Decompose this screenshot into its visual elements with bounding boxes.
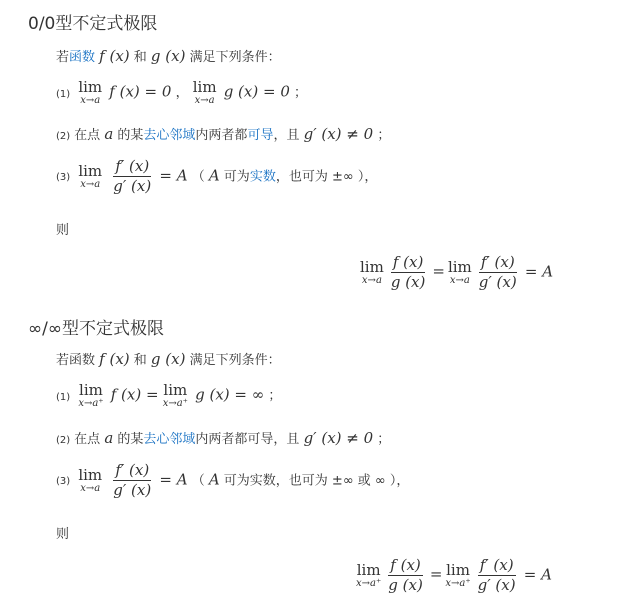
s1-condition-1	[56, 80, 307, 106]
s2-c1-number: (1)	[56, 391, 71, 403]
s2-c1-end: ；	[268, 388, 282, 404]
s2-intro-suffix: 满足下列条件：	[185, 353, 281, 368]
lim-word: lim	[446, 560, 470, 579]
s1-c2-point-a: a	[104, 125, 114, 143]
frac-numerator: f′ (x)	[478, 557, 516, 576]
s1-c2-expr: g′ (x) ≠ 0	[303, 125, 374, 143]
frac-numerator: f (x)	[391, 254, 425, 273]
s2-c1-lim-g	[163, 383, 188, 409]
s1-c3-number: (3)	[56, 172, 71, 184]
lim-sub: x→a	[194, 95, 215, 106]
lim-word: lim	[79, 381, 103, 399]
lim-sub: x→a⁺	[78, 398, 104, 409]
link-differentiable[interactable]: 可导	[247, 128, 274, 143]
link-real-number[interactable]: 实数	[249, 169, 276, 185]
s1-c1-f-expr: f (x) = 0	[109, 82, 172, 101]
s1-intro-suffix: 满足下列条件：	[185, 50, 281, 65]
s1-c1-number: (1)	[56, 88, 71, 100]
lim-word: lim	[163, 381, 188, 399]
frac-denominator: g′ (x)	[113, 177, 152, 196]
lim-sub: x→a	[80, 482, 101, 494]
s1-r-eq: =	[432, 262, 445, 281]
s1-condition-3	[56, 158, 377, 196]
s2-r-frac2	[476, 557, 518, 595]
frac-numerator: f′ (x)	[479, 254, 517, 273]
s2-r-end: = A	[523, 565, 552, 584]
s1-c1-lim-g	[193, 80, 217, 106]
s2-c2-point-a: a	[104, 429, 114, 447]
s1-c2-t4: ，且	[273, 128, 304, 143]
s2-c2-t3: 内两者都可导，且	[195, 432, 304, 447]
s2-condition-1	[56, 383, 281, 409]
s1-c3-t3: ，也可为 ±∞ ），	[275, 169, 378, 185]
link-punctured-neighborhood-2[interactable]: 去心邻域	[143, 432, 196, 447]
s1-c2-end: ；	[377, 128, 391, 143]
s2-intro-g: g (x)	[150, 350, 186, 368]
s2-c3-t1: （	[191, 473, 209, 489]
frac-denominator: g′ (x)	[113, 481, 152, 500]
lim-sub: x→a⁺	[445, 577, 471, 589]
lim-word: lim	[356, 560, 381, 579]
s2-c2-t2: 的某	[113, 432, 144, 447]
s1-intro	[56, 46, 281, 65]
s2-c3-lim	[78, 465, 103, 494]
lim-sub: x→a	[449, 274, 470, 286]
s1-intro-f: f (x)	[99, 47, 130, 65]
s2-c2-expr: g′ (x) ≠ 0	[303, 429, 374, 447]
s2-r-eq: =	[429, 565, 443, 584]
s1-r-frac2	[477, 254, 519, 292]
s2-c3-A: A	[208, 470, 220, 489]
s1-r-end: = A	[524, 262, 554, 281]
s1-c3-eq: = A	[159, 166, 188, 185]
s1-r-lim2	[447, 257, 472, 286]
s2-intro-and: 和	[129, 353, 151, 368]
s2-r-lim1	[356, 560, 382, 589]
s2-c3-fraction	[111, 462, 153, 500]
s2-condition-3	[56, 462, 409, 500]
s2-c3-number: (3)	[56, 476, 71, 488]
lim-sub: x→a⁺	[162, 398, 188, 409]
s2-then: 则	[56, 527, 70, 542]
s2-c1-g-expr: g (x) = ∞	[195, 385, 265, 404]
s1-intro-prefix: 若	[56, 50, 70, 65]
lim-sub: x→a	[80, 95, 101, 106]
s1-c2-t2: 的某	[113, 128, 144, 143]
s2-r-lim2	[445, 560, 471, 589]
link-punctured-neighborhood[interactable]: 去心邻域	[143, 128, 196, 143]
section-title-inf-over-inf: ∞/∞型不定式极限	[28, 319, 165, 339]
frac-denominator: g (x)	[388, 576, 423, 595]
s2-intro-f: f (x)	[99, 350, 130, 368]
s1-c3-t1: （	[191, 169, 209, 185]
s2-c2-number: (2)	[56, 435, 71, 446]
s1-intro-g: g (x)	[150, 47, 186, 65]
s1-intro-and: 和	[129, 50, 151, 65]
s1-result-formula	[360, 254, 553, 292]
s1-c3-A: A	[208, 166, 220, 185]
s1-r-frac1	[389, 254, 428, 292]
lim-word: lim	[78, 78, 103, 96]
lim-sub: x→a	[80, 178, 101, 190]
lim-word: lim	[447, 257, 472, 276]
s1-c1-comma: ，	[175, 85, 189, 101]
s2-c2-t1: 在点	[74, 432, 105, 447]
s2-condition-2	[56, 428, 390, 447]
s2-c3-t2: 可为实数，也可为 ±∞ 或 ∞ ），	[219, 473, 410, 489]
s2-result-formula	[356, 557, 552, 595]
frac-denominator: g′ (x)	[477, 576, 516, 595]
s1-r-lim1	[360, 257, 384, 286]
s2-intro-prefix: 若函数	[56, 353, 100, 368]
lim-word: lim	[78, 465, 103, 484]
frac-denominator: g (x)	[390, 273, 426, 292]
s1-c3-t2: 可为	[219, 169, 250, 185]
lim-sub: x→a⁺	[356, 577, 382, 589]
frac-numerator: f (x)	[388, 557, 422, 576]
s2-c1-lim-f	[78, 383, 103, 409]
section-title-zero-over-zero: 0/0型不定式极限	[28, 14, 158, 34]
lim-word: lim	[78, 161, 103, 180]
s2-intro	[56, 349, 281, 368]
s2-c2-end: ；	[377, 432, 391, 447]
link-function[interactable]: 函数	[69, 50, 96, 65]
s1-c2-t1: 在点	[74, 128, 105, 143]
frac-numerator: f′ (x)	[113, 462, 151, 481]
lim-sub: x→a	[361, 274, 382, 286]
s1-c2-number: (2)	[56, 131, 71, 142]
lim-word: lim	[192, 78, 217, 96]
s1-c1-g-expr: g (x) = 0	[223, 82, 290, 101]
s1-c1-lim-f	[78, 80, 102, 106]
s1-c3-fraction	[111, 158, 153, 196]
frac-numerator: f′ (x)	[113, 158, 151, 177]
s2-c3-eq: = A	[159, 470, 188, 489]
s1-condition-2	[56, 124, 390, 143]
s2-c1-f-expr: f (x) =	[110, 385, 159, 404]
s2-r-frac1	[386, 557, 425, 595]
s1-c2-t3: 内两者都	[195, 128, 248, 143]
lim-word: lim	[360, 257, 384, 276]
s1-c1-end: ；	[294, 85, 308, 101]
s1-c3-lim	[78, 161, 103, 190]
s1-then: 则	[56, 223, 70, 238]
frac-denominator: g′ (x)	[478, 273, 517, 292]
